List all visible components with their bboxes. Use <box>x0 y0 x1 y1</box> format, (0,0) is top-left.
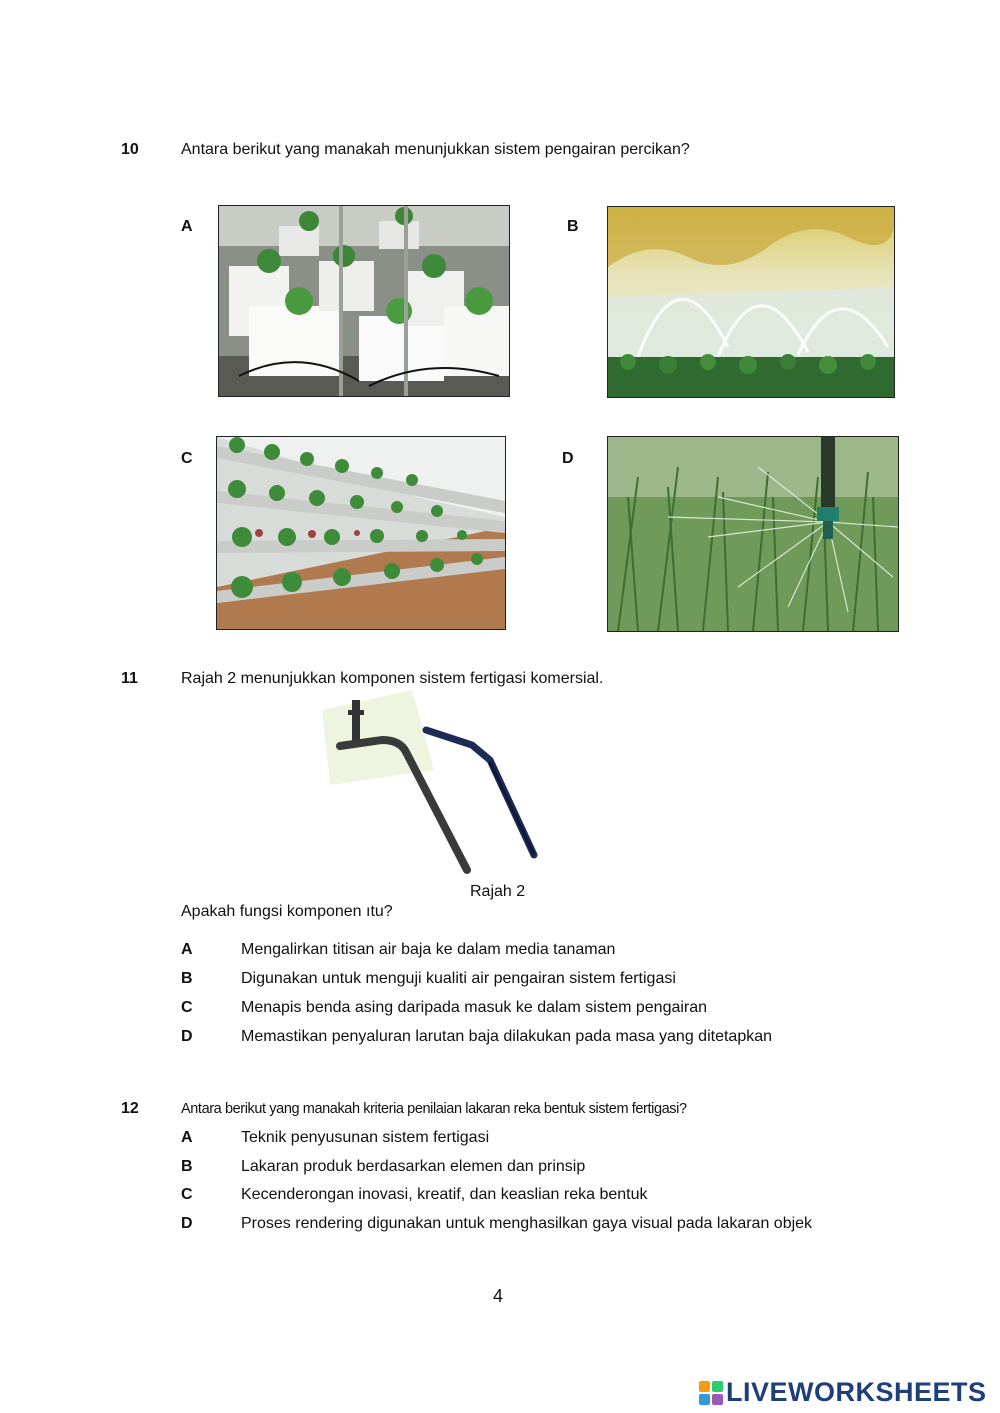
figure-caption: Rajah 2 <box>470 883 526 900</box>
drip-emitter-stake-photo <box>322 690 542 880</box>
page-number: 4 <box>493 1286 504 1306</box>
question-11-number: 11 <box>121 670 138 687</box>
logo-square-2 <box>712 1381 723 1392</box>
logo-square-3 <box>699 1394 710 1405</box>
q12-option-c-letter[interactable]: C <box>181 1186 193 1203</box>
q11-option-a-text[interactable]: Mengalirkan titisan air baja ke dalam media tanaman <box>241 941 616 958</box>
field-sprinkler-photo[interactable] <box>607 206 895 398</box>
q12-option-a-text[interactable]: Teknik penyusunan sistem fertigasi <box>241 1129 490 1146</box>
q11-option-a-letter[interactable]: A <box>181 941 193 958</box>
question-10-number: 10 <box>121 141 139 158</box>
question-12-text: Antara berikut yang manakah kriteria penilaian lakaran reka bentuk sistem fertigasi? <box>181 1101 687 1117</box>
q12-option-d-text[interactable]: Proses rendering digunakan untuk menghasilkan gaya visual pada lakaran objek <box>241 1215 813 1232</box>
q11-option-b-letter[interactable]: B <box>181 970 193 987</box>
grow-bags-drip-photo[interactable] <box>218 205 510 397</box>
q10-option-d-letter[interactable]: D <box>562 450 574 467</box>
question-11-text: Rajah 2 menunjukkan komponen sistem fertigasi komersial. <box>181 670 604 687</box>
q11-option-c-text[interactable]: Menapis benda asing daripada masuk ke dalam sistem pengairan <box>241 999 708 1016</box>
q12-option-d-letter[interactable]: D <box>181 1215 193 1232</box>
liveworksheets-logo-text[interactable]: LIVEWORKSHEETS <box>726 1377 987 1407</box>
q11-option-d-letter[interactable]: D <box>181 1028 193 1045</box>
q11-option-b-text[interactable]: Digunakan untuk menguji kualiti air pengairan sistem fertigasi <box>241 970 676 987</box>
q10-option-a-letter[interactable]: A <box>181 218 193 235</box>
q12-option-c-text[interactable]: Kecenderongan inovasi, kreatif, dan keaslian reka bentuk <box>241 1186 648 1203</box>
liveworksheets-logo-icon <box>699 1381 723 1405</box>
q11-option-c-letter[interactable]: C <box>181 999 193 1016</box>
hydroponic-pipes-photo[interactable] <box>216 436 506 630</box>
mist-sprinkler-photo[interactable] <box>607 436 899 632</box>
question-11-subquestion: Apakah fungsi komponen ıtu? <box>181 903 393 920</box>
question-12-number: 12 <box>121 1100 139 1117</box>
q12-option-b-letter[interactable]: B <box>181 1158 193 1175</box>
q12-option-a-letter[interactable]: A <box>181 1129 193 1146</box>
q12-option-b-text[interactable]: Lakaran produk berdasarkan elemen dan prinsip <box>241 1158 586 1175</box>
q10-option-b-letter[interactable]: B <box>567 218 579 235</box>
logo-square-1 <box>699 1381 710 1392</box>
logo-square-4 <box>712 1394 723 1405</box>
q10-option-c-letter[interactable]: C <box>181 450 193 467</box>
q11-option-d-text[interactable]: Memastikan penyaluran larutan baja dilakukan pada masa yang ditetapkan <box>241 1028 773 1045</box>
question-10-text: Antara berikut yang manakah menunjukkan sistem pengairan percikan? <box>181 141 690 158</box>
